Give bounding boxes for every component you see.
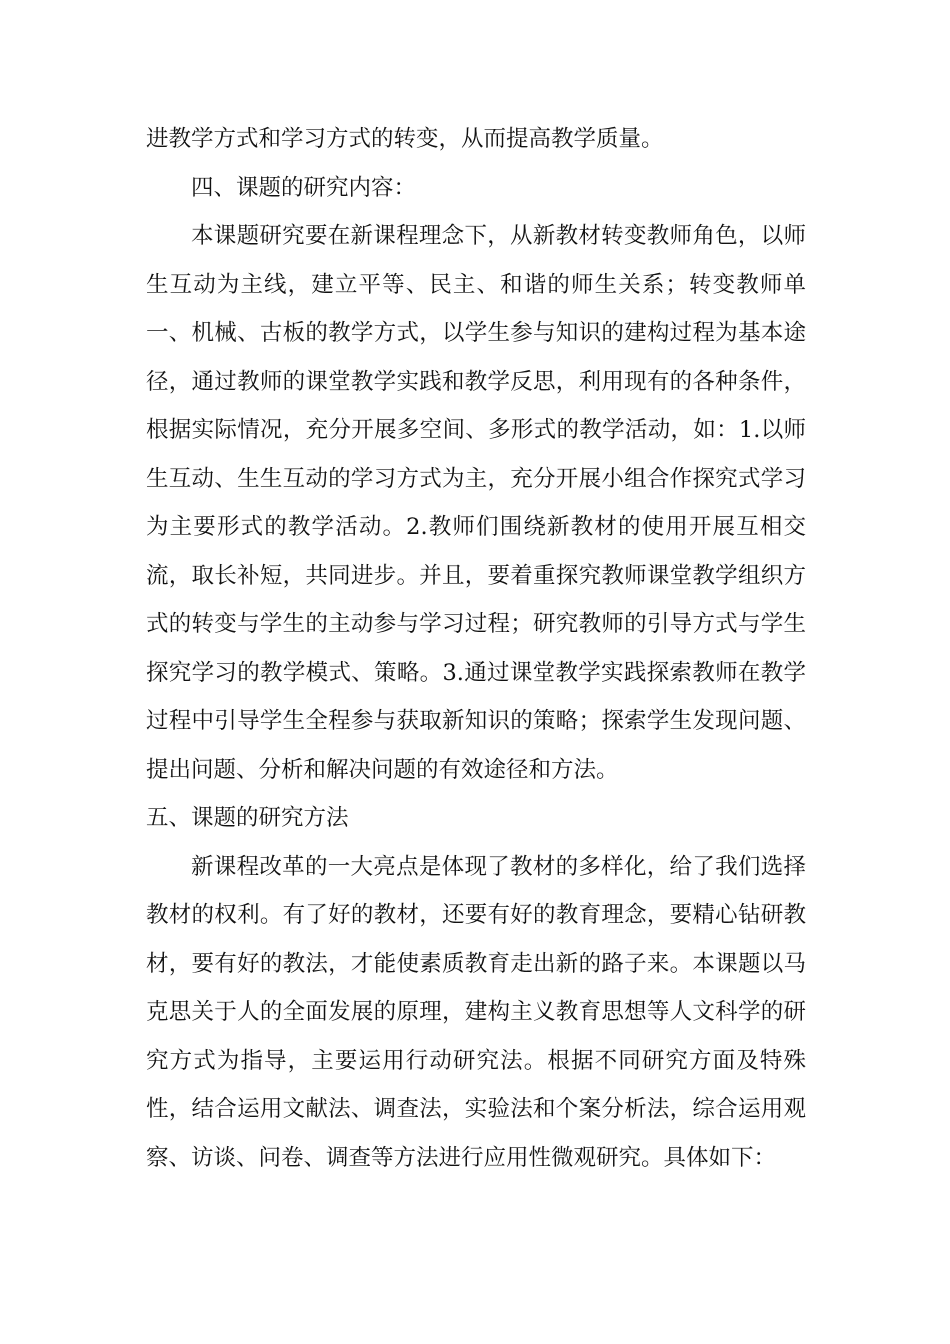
section-4-paragraph: 本课题研究要在新课程理念下，从新教材转变教师角色，以师生互动为主线，建立平等、民主、和谐的师生关系；转变教师单一、机械、古板的教学方式，以学生参与知识的建构过程为基本途径，通过教师的课堂教学实践和教学反思，利用现有的各种条件，根据实际情况，充分开展多空间、多形式的教学活动，如：1.以师生互动、生生互动的学习方式为主，充分开展小组合作探究式学习为主要形式的教学活动。2.教师们围绕新教材的使用开展互相交流，取长补短，共同进步。并且，要着重探究教师课堂教学组织方式的转变与学生的主动参与学习过程；研究教师的引导方式与学生探究学习的教学模式、策略。3.通过课堂教学实践探索教师在教学过程中引导学生全程参与获取新知识的策略；探索学生发现问题、提出问题、分析和解决问题的有效途径和方法。 <box>146 223 806 783</box>
section-5-heading: 五、课题的研究方法 <box>146 805 349 831</box>
document-body <box>146 115 806 1182</box>
section-4-heading: 四、课题的研究内容： <box>191 174 417 201</box>
section-5-paragraph: 新课程改革的一大亮点是体现了教材的多样化，给了我们选择教材的权利。有了好的教材，还要有好的教育理念，要精心钻研教材，要有好的教法，才能使素质教育走出新的路子来。本课题以马克思关于人的全面发展的原理，建构主义教育思想等人文科学的研究方式为指导，主要运用行动研究法。根据不同研究方面及特殊性，结合运用文献法、调查法，实验法和个案分析法，综合运用观察、访谈、问卷、调查等方法进行应用性微观研究。具体如下： <box>146 853 806 1171</box>
continuation-paragraph: 进教学方式和学习方式的转变，从而提高教学质量。 <box>146 126 664 152</box>
